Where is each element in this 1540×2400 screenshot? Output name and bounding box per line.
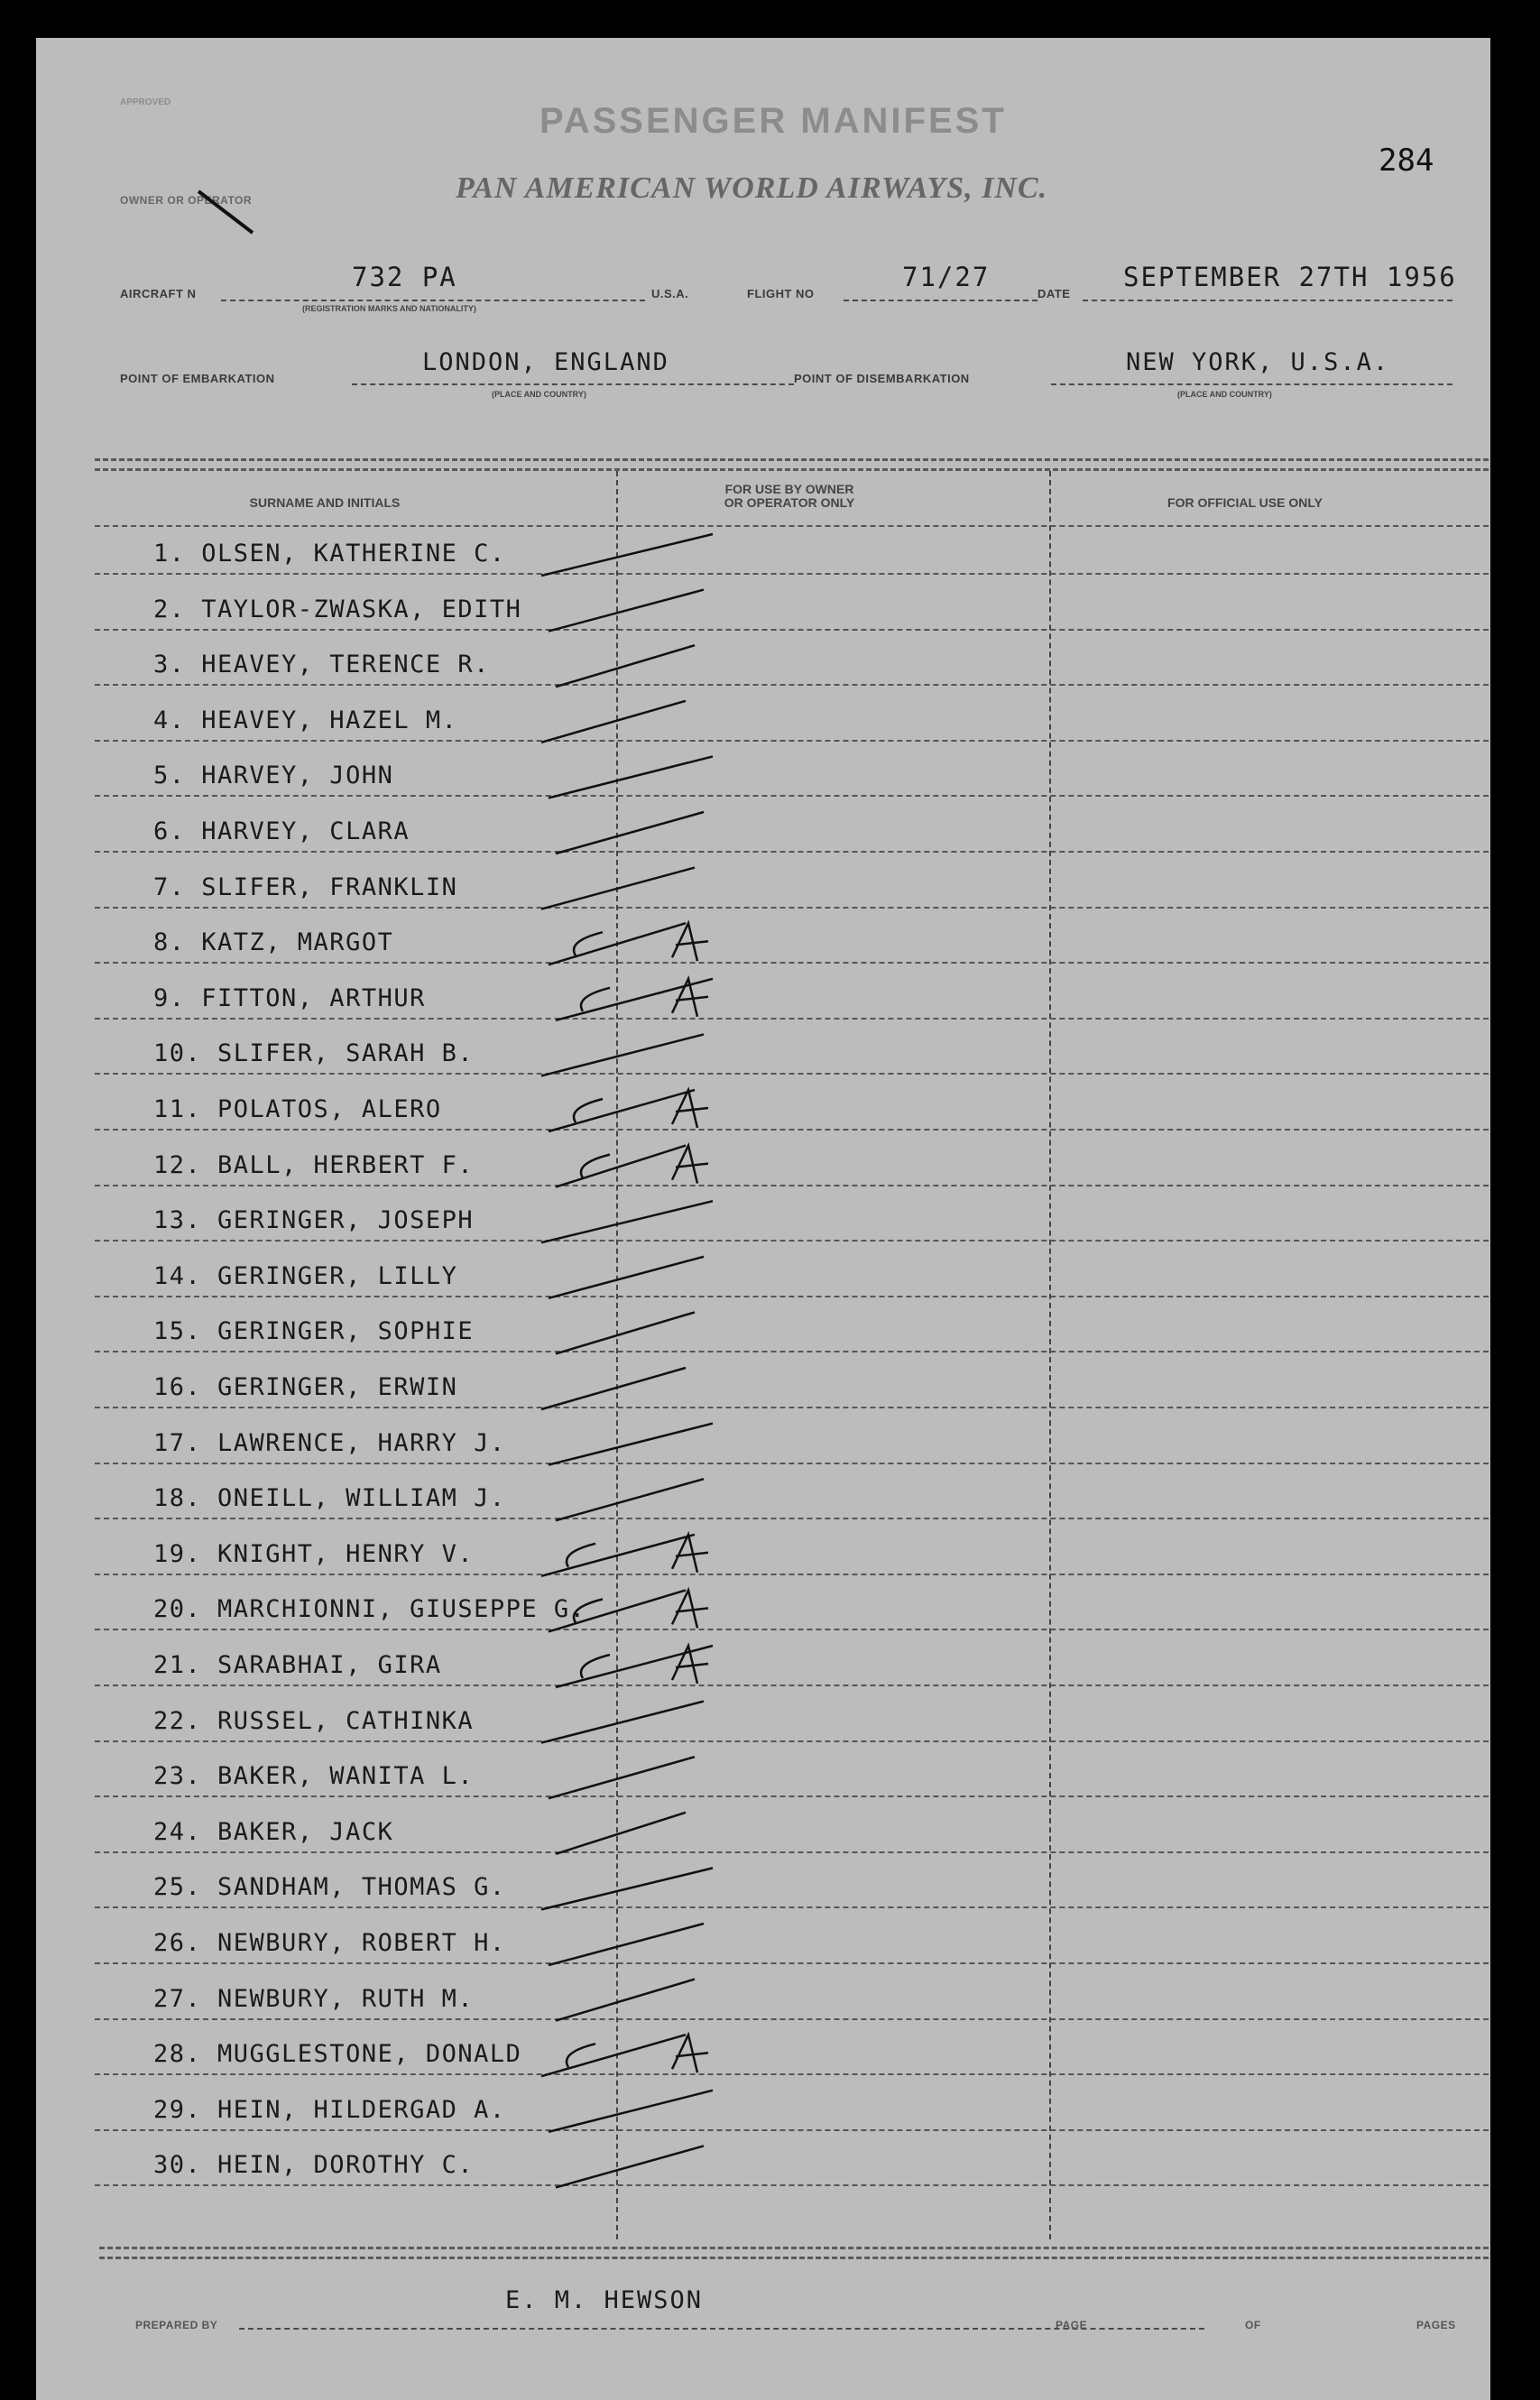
tick-mark bbox=[541, 868, 695, 909]
embark-note: (PLACE AND COUNTRY) bbox=[492, 390, 586, 399]
tick-mark bbox=[556, 1479, 704, 1520]
passenger-name: 14. GERINGER, LILLY bbox=[153, 1261, 458, 1290]
owner-label: OWNER OR OPERATOR bbox=[120, 194, 253, 207]
passenger-name: 8. KATZ, MARGOT bbox=[153, 928, 394, 957]
passenger-name: 10. SLIFER, SARAH B. bbox=[153, 1039, 475, 1068]
disembark-note: (PLACE AND COUNTRY) bbox=[1177, 390, 1272, 399]
tick-mark bbox=[541, 1702, 704, 1743]
curl-mark bbox=[574, 1099, 603, 1122]
passenger-name: 22. RUSSEL, CATHINKA bbox=[153, 1706, 475, 1735]
page-number: 284 bbox=[1379, 143, 1434, 179]
usa-label: U.S.A. bbox=[651, 287, 689, 300]
of-label: OF bbox=[1245, 2319, 1261, 2331]
passenger-name: 2. TAYLOR-ZWASKA, EDITH bbox=[153, 595, 522, 623]
tick-mark bbox=[556, 2146, 704, 2187]
flight-value: 71/27 bbox=[902, 262, 991, 292]
tick-mark bbox=[556, 1146, 686, 1187]
passenger-name: 30. HEIN, DOROTHY C. bbox=[153, 2151, 475, 2180]
letter-a-mark bbox=[672, 923, 708, 961]
pages-label: PAGES bbox=[1416, 2319, 1456, 2331]
surname-header: SURNAME AND INITIALS bbox=[249, 495, 401, 510]
page-label: PAGE bbox=[1056, 2319, 1088, 2331]
disembark-value: NEW YORK, U.S.A. bbox=[1126, 348, 1390, 376]
tick-mark bbox=[556, 645, 695, 687]
tick-mark bbox=[541, 534, 713, 576]
passenger-name: 20. MARCHIONNI, GIUSEPPE G. bbox=[153, 1595, 586, 1624]
tick-mark bbox=[549, 756, 713, 798]
passenger-name: 23. BAKER, WANITA L. bbox=[153, 1762, 475, 1791]
date-value: SEPTEMBER 27TH 1956 bbox=[1123, 262, 1457, 292]
passenger-name: 11. POLATOS, ALERO bbox=[153, 1095, 442, 1123]
registration-note: (REGISTRATION MARKS AND NATIONALITY) bbox=[302, 304, 476, 313]
letter-a-mark bbox=[672, 2035, 708, 2072]
tick-mark bbox=[556, 1980, 695, 2021]
passenger-name: 25. SANDHAM, THOMAS G. bbox=[153, 1873, 506, 1902]
letter-a-mark bbox=[672, 1646, 708, 1684]
tick-mark bbox=[549, 2091, 713, 2132]
prepared-by-value: E. M. HEWSON bbox=[505, 2286, 704, 2314]
passenger-name: 5. HARVEY, JOHN bbox=[153, 762, 394, 790]
tick-mark bbox=[549, 923, 686, 965]
letter-a-mark bbox=[672, 979, 708, 1017]
passenger-name: 3. HEAVEY, TERENCE R. bbox=[153, 651, 490, 679]
form-title: PASSENGER MANIFEST bbox=[539, 101, 1007, 141]
date-label: DATE bbox=[1037, 287, 1071, 300]
tick-mark bbox=[549, 1590, 686, 1631]
approved-stamp: APPROVED bbox=[120, 97, 171, 107]
passenger-name: 9. FITTON, ARTHUR bbox=[153, 983, 426, 1012]
aircraft-value: 732 PA bbox=[352, 262, 457, 292]
letter-a-mark bbox=[672, 1146, 708, 1184]
passenger-name: 26. NEWBURY, ROBERT H. bbox=[153, 1929, 506, 1957]
tick-mark bbox=[541, 1535, 695, 1576]
tick-mark bbox=[541, 1201, 713, 1242]
passenger-name: 6. HARVEY, CLARA bbox=[153, 817, 410, 845]
tick-mark bbox=[541, 1368, 686, 1409]
tick-mark bbox=[541, 1868, 713, 1909]
passenger-name: 21. SARABHAI, GIRA bbox=[153, 1651, 442, 1679]
letter-a-mark bbox=[672, 1590, 708, 1628]
tick-mark bbox=[549, 1924, 704, 1965]
passenger-name: 7. SLIFER, FRANKLIN bbox=[153, 872, 458, 901]
tick-mark bbox=[549, 590, 704, 632]
passenger-name: 13. GERINGER, JOSEPH bbox=[153, 1206, 475, 1235]
tick-mark bbox=[541, 701, 686, 743]
embark-label: POINT OF EMBARKATION bbox=[120, 372, 275, 385]
tick-mark bbox=[541, 1034, 704, 1075]
tick-mark bbox=[549, 1424, 713, 1465]
passenger-name: 29. HEIN, HILDERGAD A. bbox=[153, 2095, 506, 2124]
passenger-name: 15. GERINGER, SOPHIE bbox=[153, 1317, 475, 1346]
tick-mark bbox=[549, 1090, 695, 1131]
disembark-label: POINT OF DISEMBARKATION bbox=[794, 372, 970, 385]
prepared-by-label: PREPARED BY bbox=[135, 2319, 218, 2331]
tick-mark bbox=[549, 1257, 704, 1298]
passenger-name: 1. OLSEN, KATHERINE C. bbox=[153, 540, 506, 568]
passenger-name: 27. NEWBURY, RUTH M. bbox=[153, 1984, 475, 2013]
passenger-name: 28. MUGGLESTONE, DONALD bbox=[153, 2040, 522, 2069]
tick-mark bbox=[556, 1312, 695, 1353]
official-use-header: FOR OFFICIAL USE ONLY bbox=[1167, 495, 1323, 510]
passenger-name: 4. HEAVEY, HAZEL M. bbox=[153, 706, 458, 734]
airline-name: PAN AMERICAN WORLD AIRWAYS, INC. bbox=[456, 171, 1048, 205]
tick-mark bbox=[541, 2035, 686, 2076]
tick-mark bbox=[556, 1813, 686, 1854]
passenger-name: 24. BAKER, JACK bbox=[153, 1817, 394, 1846]
passenger-name: 17. LAWRENCE, HARRY J. bbox=[153, 1428, 506, 1457]
passenger-name: 18. ONEILL, WILLIAM J. bbox=[153, 1484, 506, 1513]
aircraft-label: AIRCRAFT N bbox=[120, 287, 197, 300]
flight-label: FLIGHT NO bbox=[747, 287, 815, 300]
tick-mark bbox=[549, 1757, 695, 1798]
passenger-name: 19. KNIGHT, HENRY V. bbox=[153, 1539, 475, 1568]
passenger-name: 12. BALL, HERBERT F. bbox=[153, 1150, 475, 1179]
pen-stroke bbox=[198, 191, 253, 233]
tick-mark bbox=[556, 812, 704, 854]
embark-value: LONDON, ENGLAND bbox=[422, 348, 669, 376]
passenger-name: 16. GERINGER, ERWIN bbox=[153, 1373, 458, 1401]
owner-use-header: FOR USE BY OWNER OR OPERATOR ONLY bbox=[724, 482, 855, 510]
